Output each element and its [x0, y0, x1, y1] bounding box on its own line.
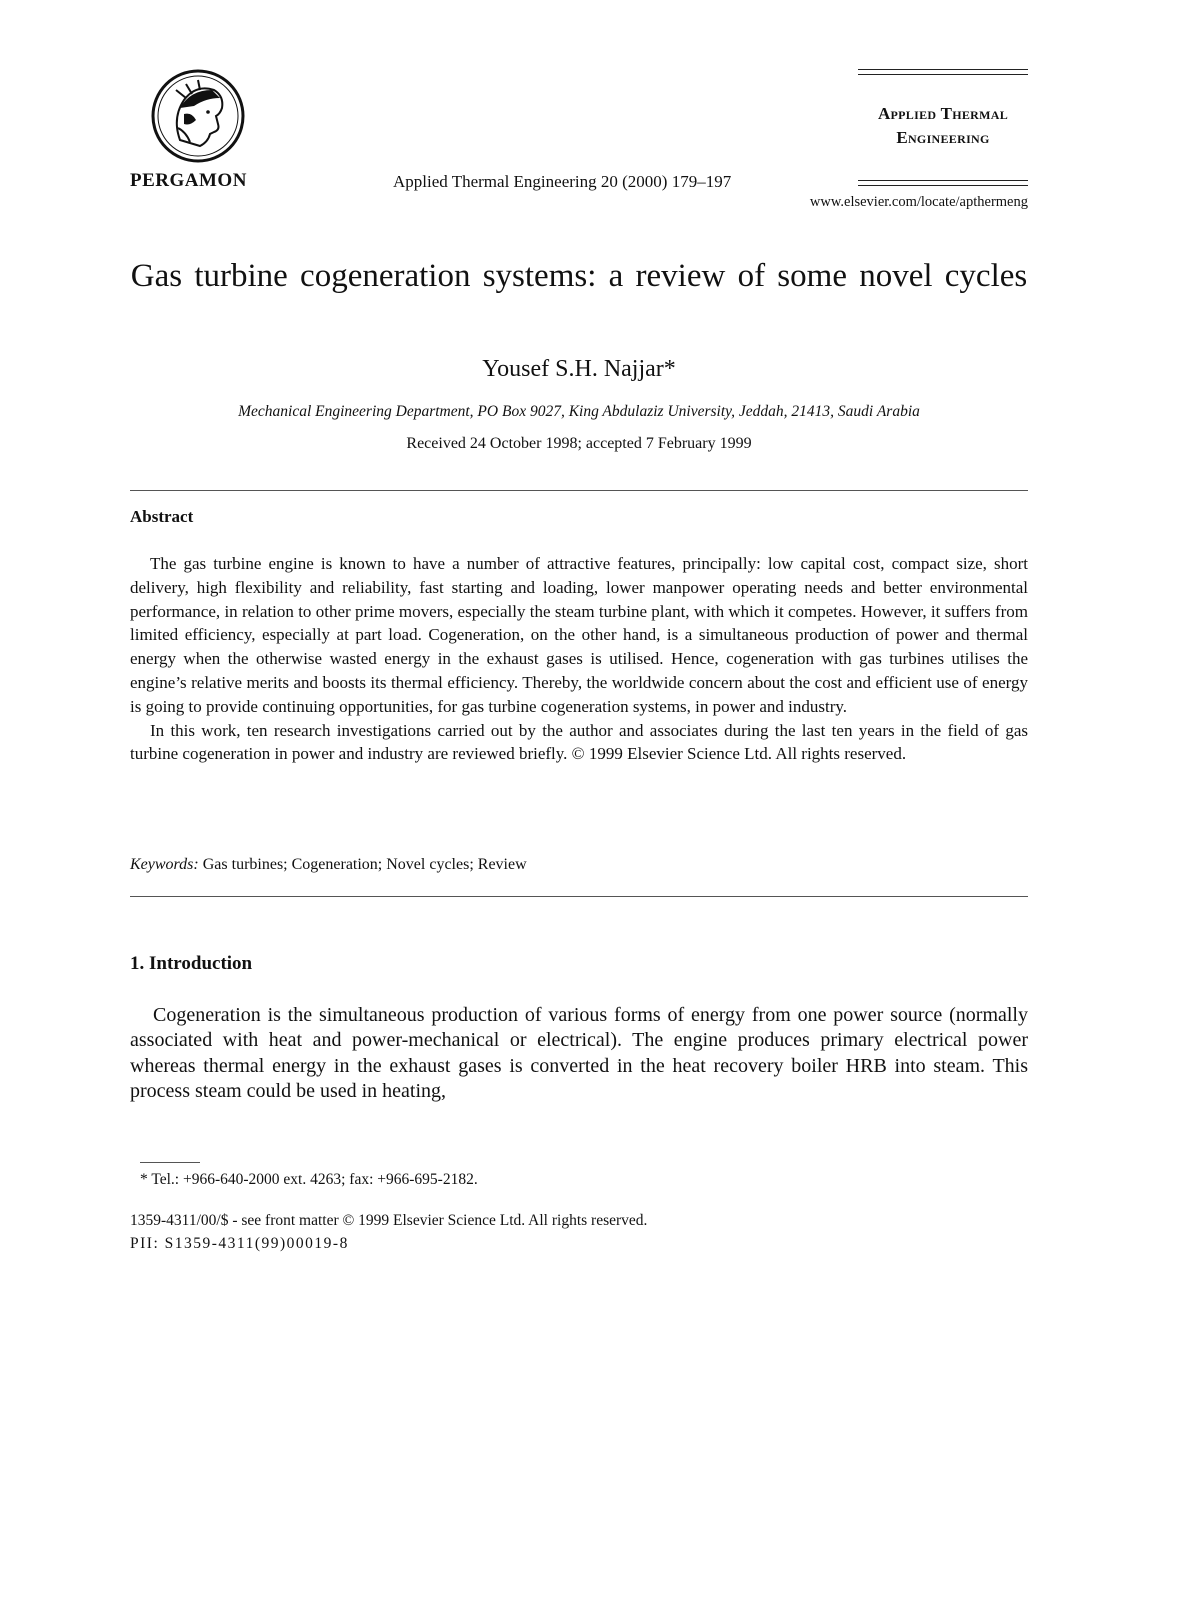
article-dates: Received 24 October 1998; accepted 7 February 1999: [406, 435, 752, 452]
abstract-body: [130, 552, 1028, 766]
journal-rule-top: [858, 74, 1028, 75]
abstract-paragraph: In this work, ten research investigations carried out by the author and associates during the last ten years in the field of gas turbine cogeneration in power and industry are reviewed briefly. © 1999 Elsevier Science Ltd. All rights reserved.: [130, 720, 1028, 764]
journal-rule-bottom: [858, 185, 1028, 186]
divider: [130, 490, 1028, 491]
article-title: Gas turbine cogeneration systems: a review of some novel cycles: [130, 258, 1028, 294]
section-heading-introduction: 1. Introduction: [130, 953, 253, 974]
journal-name-line: Applied Thermal: [877, 104, 1009, 123]
article-author: Yousef S.H. Najjar*: [482, 356, 676, 382]
journal-name-line: Engineering: [896, 128, 990, 147]
journal-url-link[interactable]: www.elsevier.com/locate/apthermeng: [809, 194, 1028, 210]
keywords-text: Gas turbines; Cogeneration; Novel cycles; Review: [202, 856, 527, 873]
publisher-name: PERGAMON: [130, 170, 247, 191]
pii-line: PII: S1359-4311(99)00019-8: [130, 1235, 349, 1252]
introduction-paragraph: Cogeneration is the simultaneous production of various forms of energy from one power source (normally associated with heat and power-mechanical or electrical). The engine produces primary electrical power whereas thermal energy in the exhaust gases is converted in the heat recovery boiler HRB into steam. This process steam could be used in heating,: [130, 1004, 1028, 1102]
abstract-heading: Abstract: [130, 507, 194, 526]
journal-citation: Applied Thermal Engineering 20 (2000) 179–197: [393, 172, 732, 191]
divider: [130, 896, 1028, 897]
pergamon-logo-icon: [150, 68, 246, 164]
footnote-rule: [140, 1162, 200, 1163]
abstract-paragraph: The gas turbine engine is known to have a number of attractive features, principally: low capital cost, compact size, short delivery, high flexibility and reliability, fast starting and loading, lower manpower operating needs and better environmental performance, in relation to other prime movers, especially the steam turbine plant, with which it competes. However, it suffers from limited efficiency, especially at part load. Cogeneration, on the other hand, is a simultaneous production of power and thermal energy when the otherwise wasted energy in the exhaust gases is utilised. Hence, cogeneration with gas turbines utilises the engine’s relative merits and boosts its thermal efficiency. Thereby, the worldwide concern about the cost and efficient use of energy is going to provide continuing opportunities, for gas turbine cogeneration systems, in power and industry.: [130, 554, 1028, 716]
keywords: [130, 856, 527, 874]
author-footnote: * Tel.: +966-640-2000 ext. 4263; fax: +966-695-2182.: [140, 1171, 478, 1188]
journal-name: [858, 102, 1028, 150]
author-affiliation: Mechanical Engineering Department, PO Box 9027, King Abdulaziz University, Jeddah, 21413, Saudi Arabia: [238, 403, 920, 420]
journal-rule-bottom: [858, 180, 1028, 181]
keywords-label: Keywords:: [130, 856, 199, 873]
issn-line: 1359-4311/00/$ - see front matter © 1999 Elsevier Science Ltd. All rights reserved.: [130, 1212, 648, 1229]
journal-rule-top: [858, 69, 1028, 70]
